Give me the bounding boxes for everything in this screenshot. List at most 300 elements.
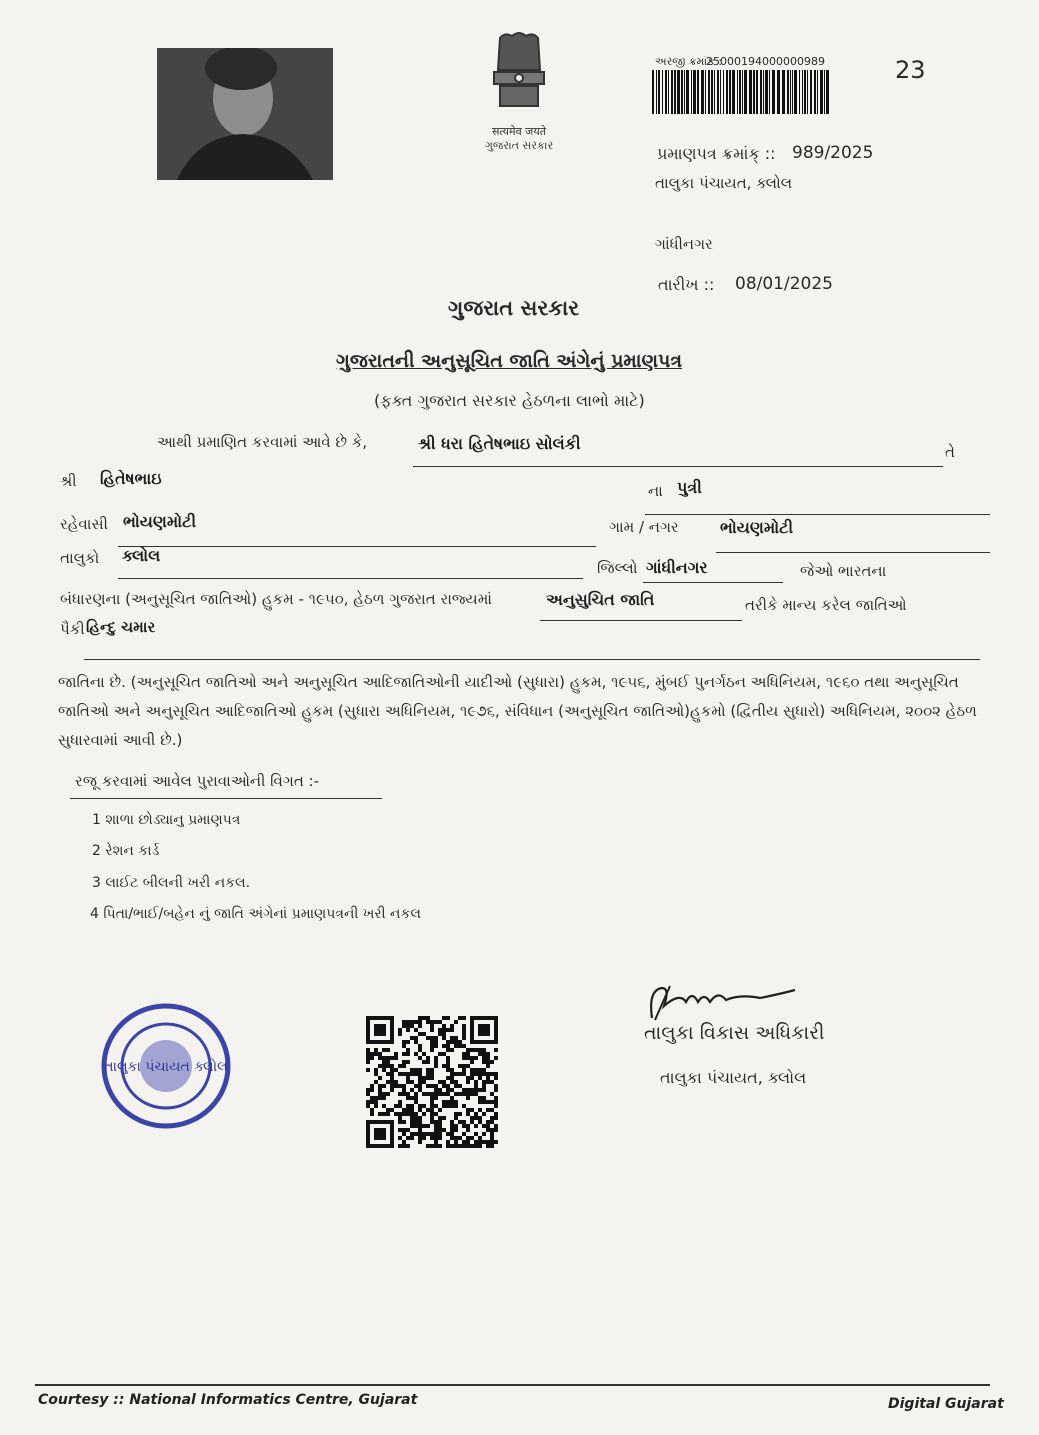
qr-module xyxy=(458,1064,462,1068)
qr-module xyxy=(402,1120,406,1124)
qr-module xyxy=(494,1140,498,1144)
qr-module xyxy=(386,1060,390,1064)
barcode-bar xyxy=(802,70,803,114)
qr-module xyxy=(430,1068,434,1072)
qr-module xyxy=(430,1136,434,1140)
qr-module xyxy=(446,1104,450,1108)
qr-module xyxy=(490,1080,494,1084)
qr-module xyxy=(466,1056,470,1060)
barcode xyxy=(652,70,832,114)
qr-module xyxy=(410,1080,414,1084)
qr-module xyxy=(490,1144,494,1148)
qr-module xyxy=(442,1052,446,1056)
qr-module xyxy=(374,1104,378,1108)
qr-module xyxy=(402,1144,406,1148)
barcode-bar xyxy=(820,70,823,114)
recognized-text: તરીકે માન્ય કરેલ જાતિઓ xyxy=(745,596,907,614)
qr-module xyxy=(466,1128,470,1132)
qr-module xyxy=(454,1044,458,1048)
qr-module xyxy=(434,1124,438,1128)
qr-module xyxy=(426,1092,430,1096)
taluka-label: તાલુકો xyxy=(60,549,100,567)
qr-module xyxy=(394,1080,398,1084)
qr-module xyxy=(438,1020,442,1024)
qr-module xyxy=(482,1072,486,1076)
qr-module xyxy=(458,1136,462,1140)
qr-module xyxy=(406,1048,410,1052)
qr-module xyxy=(374,1100,378,1104)
qr-module xyxy=(418,1032,422,1036)
qr-module xyxy=(454,1128,458,1132)
qr-module xyxy=(446,1044,450,1048)
qr-module xyxy=(434,1056,438,1060)
qr-module xyxy=(478,1140,482,1144)
proof-item: 3 લાઈટ બીલની ખરી નકલ. xyxy=(92,875,251,891)
qr-module xyxy=(422,1052,426,1056)
qr-module xyxy=(422,1076,426,1080)
qr-module xyxy=(386,1112,390,1116)
officer-office: તાલુકા પંચાયત, ક્લોલ xyxy=(660,1068,807,1087)
qr-module xyxy=(418,1056,422,1060)
qr-module xyxy=(442,1100,446,1104)
qr-module xyxy=(414,1028,418,1032)
qr-module xyxy=(478,1100,482,1104)
issue-date: 08/01/2025 xyxy=(735,274,833,294)
qr-module xyxy=(414,1132,418,1136)
barcode-bar xyxy=(787,70,789,114)
qr-module xyxy=(462,1104,466,1108)
father-name: હિતેષભાઇ xyxy=(100,469,162,488)
qr-module xyxy=(482,1100,486,1104)
qr-module xyxy=(470,1048,474,1052)
qr-module xyxy=(366,1056,370,1060)
qr-module xyxy=(402,1088,406,1092)
resident-label: રહેવાસી xyxy=(60,515,108,533)
qr-module xyxy=(430,1144,434,1148)
qr-module xyxy=(446,1084,450,1088)
qr-module xyxy=(434,1128,438,1132)
qr-module xyxy=(398,1120,402,1124)
district-label: જિલ્લો xyxy=(597,559,638,577)
qr-module xyxy=(474,1144,478,1148)
qr-module xyxy=(418,1072,422,1076)
qr-module xyxy=(482,1088,486,1092)
qr-module xyxy=(410,1024,414,1028)
qr-module xyxy=(490,1128,494,1132)
qr-module xyxy=(470,1092,474,1096)
qr-module xyxy=(386,1064,390,1068)
qr-module xyxy=(462,1140,466,1144)
qr-module xyxy=(374,1080,378,1084)
qr-module xyxy=(434,1096,438,1100)
qr-module xyxy=(370,1084,374,1088)
na-label: ના xyxy=(648,482,663,500)
qr-module xyxy=(406,1052,410,1056)
qr-module xyxy=(410,1072,414,1076)
certificate-no: 989/2025 xyxy=(792,143,874,163)
qr-module xyxy=(426,1016,430,1020)
applicant-name: શ્રી ધરા હિતેષભાઇ સોલંકી xyxy=(418,434,581,453)
qr-module xyxy=(434,1036,438,1040)
qr-module xyxy=(454,1100,458,1104)
qr-module xyxy=(422,1016,426,1020)
category-value: અનુસુચિત જાતિ xyxy=(546,590,655,609)
qr-module xyxy=(458,1120,462,1124)
qr-module xyxy=(434,1140,438,1144)
qr-module xyxy=(466,1092,470,1096)
qr-module xyxy=(454,1116,458,1120)
applicant-photo xyxy=(157,48,333,180)
qr-module xyxy=(434,1120,438,1124)
qr-module xyxy=(398,1092,402,1096)
qr-module xyxy=(366,1048,370,1052)
qr-module xyxy=(494,1128,498,1132)
qr-module xyxy=(418,1124,422,1128)
barcode-bar xyxy=(671,70,673,114)
qr-module xyxy=(486,1144,490,1148)
qr-module xyxy=(450,1088,454,1092)
qr-module xyxy=(454,1104,458,1108)
qr-module xyxy=(430,1076,434,1080)
qr-module xyxy=(426,1132,430,1136)
qr-module xyxy=(430,1108,434,1112)
qr-module xyxy=(462,1124,466,1128)
qr-module xyxy=(470,1056,474,1060)
qr-module xyxy=(394,1084,398,1088)
official-seal-icon xyxy=(100,1002,232,1130)
qr-module xyxy=(438,1080,442,1084)
qr-module xyxy=(422,1136,426,1140)
qr-module xyxy=(446,1100,450,1104)
barcode-bar xyxy=(732,70,735,114)
qr-module xyxy=(466,1080,470,1084)
qr-module xyxy=(430,1132,434,1136)
qr-module xyxy=(438,1128,442,1132)
barcode-bar xyxy=(794,70,797,114)
qr-module xyxy=(430,1028,434,1032)
qr-module xyxy=(490,1132,494,1136)
qr-module xyxy=(466,1136,470,1140)
qr-module xyxy=(494,1104,498,1108)
qr-module xyxy=(378,1084,382,1088)
barcode-bar xyxy=(717,70,719,114)
qr-module xyxy=(410,1108,414,1112)
barcode-bar xyxy=(662,70,663,114)
qr-module xyxy=(430,1092,434,1096)
qr-module xyxy=(450,1036,454,1040)
qr-module xyxy=(406,1144,410,1148)
barcode-bar xyxy=(697,70,699,114)
qr-module xyxy=(422,1124,426,1128)
barcode-bar xyxy=(729,70,731,114)
qr-module xyxy=(422,1104,426,1108)
qr-module xyxy=(446,1132,450,1136)
qr-module xyxy=(406,1108,410,1112)
qr-module xyxy=(402,1092,406,1096)
qr-module xyxy=(482,1060,486,1064)
barcode-bar xyxy=(693,70,696,114)
qr-module xyxy=(438,1124,442,1128)
qr-module xyxy=(450,1128,454,1132)
certificate-no-label: પ્રમાણપત્ર ક્રમાંક્ :: xyxy=(657,144,776,163)
barcode-bar xyxy=(749,70,752,114)
qr-module xyxy=(374,1048,378,1052)
qr-module xyxy=(410,1120,414,1124)
qr-module xyxy=(418,1024,422,1028)
qr-module xyxy=(406,1072,410,1076)
barcode-bar xyxy=(826,70,829,114)
qr-module xyxy=(370,1108,374,1112)
qr-module xyxy=(386,1092,390,1096)
qr-module xyxy=(430,1040,434,1044)
qr-module xyxy=(366,1052,370,1056)
qr-module xyxy=(410,1088,414,1092)
qr-module xyxy=(478,1136,482,1140)
qr-module xyxy=(474,1068,478,1072)
qr-module xyxy=(434,1020,438,1024)
qr-finder xyxy=(374,1024,386,1036)
qr-module xyxy=(490,1060,494,1064)
qr-module xyxy=(486,1076,490,1080)
qr-module xyxy=(466,1108,470,1112)
qr-module xyxy=(482,1112,486,1116)
certify-text: આથી પ્રમાણિત કરવામાં આવે છે કે, xyxy=(157,433,368,451)
qr-module xyxy=(394,1056,398,1060)
qr-module xyxy=(418,1140,422,1144)
qr-module xyxy=(438,1028,442,1032)
barcode-bar xyxy=(756,70,758,114)
qr-module xyxy=(482,1080,486,1084)
qr-module xyxy=(494,1048,498,1052)
qr-module xyxy=(466,1088,470,1092)
qr-module xyxy=(466,1144,470,1148)
qr-module xyxy=(390,1072,394,1076)
qr-module xyxy=(486,1108,490,1112)
qr-module xyxy=(442,1016,446,1020)
qr-module xyxy=(442,1032,446,1036)
barcode-bar xyxy=(708,70,710,114)
qr-module xyxy=(434,1132,438,1136)
barcode-bar xyxy=(656,70,657,114)
qr-module xyxy=(418,1076,422,1080)
qr-module xyxy=(386,1048,390,1052)
qr-module xyxy=(366,1088,370,1092)
qr-module xyxy=(474,1048,478,1052)
qr-module xyxy=(490,1072,494,1076)
qr-module xyxy=(466,1048,470,1052)
qr-module xyxy=(446,1076,450,1080)
qr-module xyxy=(426,1072,430,1076)
qr-module xyxy=(462,1024,466,1028)
qr-module xyxy=(398,1104,402,1108)
qr-module xyxy=(446,1064,450,1068)
qr-module xyxy=(474,1088,478,1092)
qr-module xyxy=(414,1116,418,1120)
qr-module xyxy=(474,1084,478,1088)
qr-module xyxy=(402,1132,406,1136)
qr-module xyxy=(426,1060,430,1064)
qr-module xyxy=(454,1124,458,1128)
qr-module xyxy=(494,1124,498,1128)
qr-module xyxy=(450,1024,454,1028)
qr-module xyxy=(390,1108,394,1112)
barcode-bar xyxy=(817,70,818,114)
qr-module xyxy=(370,1100,374,1104)
qr-module xyxy=(366,1060,370,1064)
qr-module xyxy=(410,1132,414,1136)
qr-module xyxy=(454,1072,458,1076)
date-label: તારીખ :: xyxy=(658,275,715,294)
resident-value: ભોયણમોટી xyxy=(123,512,197,531)
qr-module xyxy=(486,1080,490,1084)
qr-module xyxy=(406,1020,410,1024)
qr-module xyxy=(382,1068,386,1072)
qr-module xyxy=(382,1084,386,1088)
qr-module xyxy=(458,1016,462,1020)
qr-module xyxy=(474,1132,478,1136)
qr-module xyxy=(462,1056,466,1060)
barcode-bar xyxy=(658,70,660,114)
qr-module xyxy=(386,1056,390,1060)
qr-module xyxy=(446,1144,450,1148)
te-word: તે xyxy=(945,443,955,461)
qr-module xyxy=(494,1056,498,1060)
qr-module xyxy=(478,1144,482,1148)
qr-module xyxy=(398,1084,402,1088)
qr-module xyxy=(462,1092,466,1096)
qr-module xyxy=(458,1092,462,1096)
barcode-bar xyxy=(739,70,741,114)
qr-module xyxy=(446,1088,450,1092)
qr-module xyxy=(382,1048,386,1052)
qr-module xyxy=(454,1140,458,1144)
qr-module xyxy=(462,1120,466,1124)
qr-module xyxy=(402,1040,406,1044)
qr-module xyxy=(430,1072,434,1076)
qr-module xyxy=(466,1140,470,1144)
district-underline xyxy=(643,582,783,583)
barcode-bar xyxy=(737,70,738,114)
qr-module xyxy=(470,1144,474,1148)
barcode-bar xyxy=(681,70,683,114)
qr-module xyxy=(490,1092,494,1096)
qr-module xyxy=(466,1124,470,1128)
qr-module xyxy=(466,1064,470,1068)
qr-module xyxy=(434,1044,438,1048)
qr-module xyxy=(398,1064,402,1068)
qr-module xyxy=(366,1068,370,1072)
qr-module xyxy=(446,1060,450,1064)
qr-module xyxy=(414,1092,418,1096)
barcode-bar xyxy=(763,70,764,114)
page-mark: 23 xyxy=(895,56,926,84)
qr-module xyxy=(390,1088,394,1092)
village-value: ભોયણમોટી xyxy=(720,518,794,537)
footer-divider xyxy=(35,1384,990,1386)
qr-module xyxy=(478,1088,482,1092)
qr-module xyxy=(446,1092,450,1096)
qr-module xyxy=(474,1072,478,1076)
qr-module xyxy=(378,1064,382,1068)
qr-module xyxy=(430,1112,434,1116)
qr-module xyxy=(402,1140,406,1144)
qr-module xyxy=(474,1112,478,1116)
qr-module xyxy=(418,1020,422,1024)
qr-module xyxy=(490,1136,494,1140)
barcode-bar xyxy=(782,70,785,114)
qr-module xyxy=(426,1076,430,1080)
qr-module xyxy=(462,1052,466,1056)
barcode-bar xyxy=(723,70,724,114)
qr-module xyxy=(470,1076,474,1080)
qr-module xyxy=(394,1052,398,1056)
qr-module xyxy=(482,1048,486,1052)
qr-module xyxy=(398,1112,402,1116)
qr-module xyxy=(402,1060,406,1064)
qr-module xyxy=(426,1108,430,1112)
qr-module xyxy=(458,1084,462,1088)
qr-module xyxy=(454,1036,458,1040)
qr-module xyxy=(470,1060,474,1064)
qr-module xyxy=(410,1112,414,1116)
qr-module xyxy=(462,1132,466,1136)
qr-module xyxy=(414,1112,418,1116)
qr-module xyxy=(398,1144,402,1148)
qr-module xyxy=(422,1112,426,1116)
barcode-bar xyxy=(674,70,676,114)
issuer-office: તાલુકા પંચાયત, ક્લોલ xyxy=(655,174,793,192)
qr-module xyxy=(458,1112,462,1116)
qr-module xyxy=(414,1040,418,1044)
qr-module xyxy=(374,1068,378,1072)
qr-module xyxy=(414,1068,418,1072)
qr-module xyxy=(434,1144,438,1148)
qr-module xyxy=(442,1064,446,1068)
qr-module xyxy=(410,1068,414,1072)
qr-module xyxy=(446,1048,450,1052)
qr-module xyxy=(442,1104,446,1108)
qr-module xyxy=(446,1140,450,1144)
barcode-bar xyxy=(814,70,816,114)
qr-module xyxy=(386,1072,390,1076)
qr-module xyxy=(390,1076,394,1080)
qr-module xyxy=(474,1056,478,1060)
barcode-bar xyxy=(686,70,689,114)
qr-module xyxy=(478,1072,482,1076)
qr-module xyxy=(486,1140,490,1144)
qr-module xyxy=(486,1120,490,1124)
qr-module xyxy=(430,1116,434,1120)
category-underline xyxy=(540,620,742,621)
qr-module xyxy=(462,1028,466,1032)
qr-module xyxy=(490,1116,494,1120)
qr-module xyxy=(402,1072,406,1076)
qr-module xyxy=(494,1088,498,1092)
qr-module xyxy=(430,1120,434,1124)
taluka-value: ક્લોલ xyxy=(122,546,161,565)
qr-module xyxy=(486,1100,490,1104)
qr-module xyxy=(422,1080,426,1084)
qr-module xyxy=(374,1052,378,1056)
qr-module xyxy=(450,1040,454,1044)
among-label: પૈકી xyxy=(60,620,85,638)
qr-module xyxy=(426,1020,430,1024)
qr-module xyxy=(430,1048,434,1052)
caste-underline xyxy=(84,659,980,660)
qr-module xyxy=(474,1124,478,1128)
qr-module xyxy=(458,1144,462,1148)
qr-module xyxy=(462,1072,466,1076)
